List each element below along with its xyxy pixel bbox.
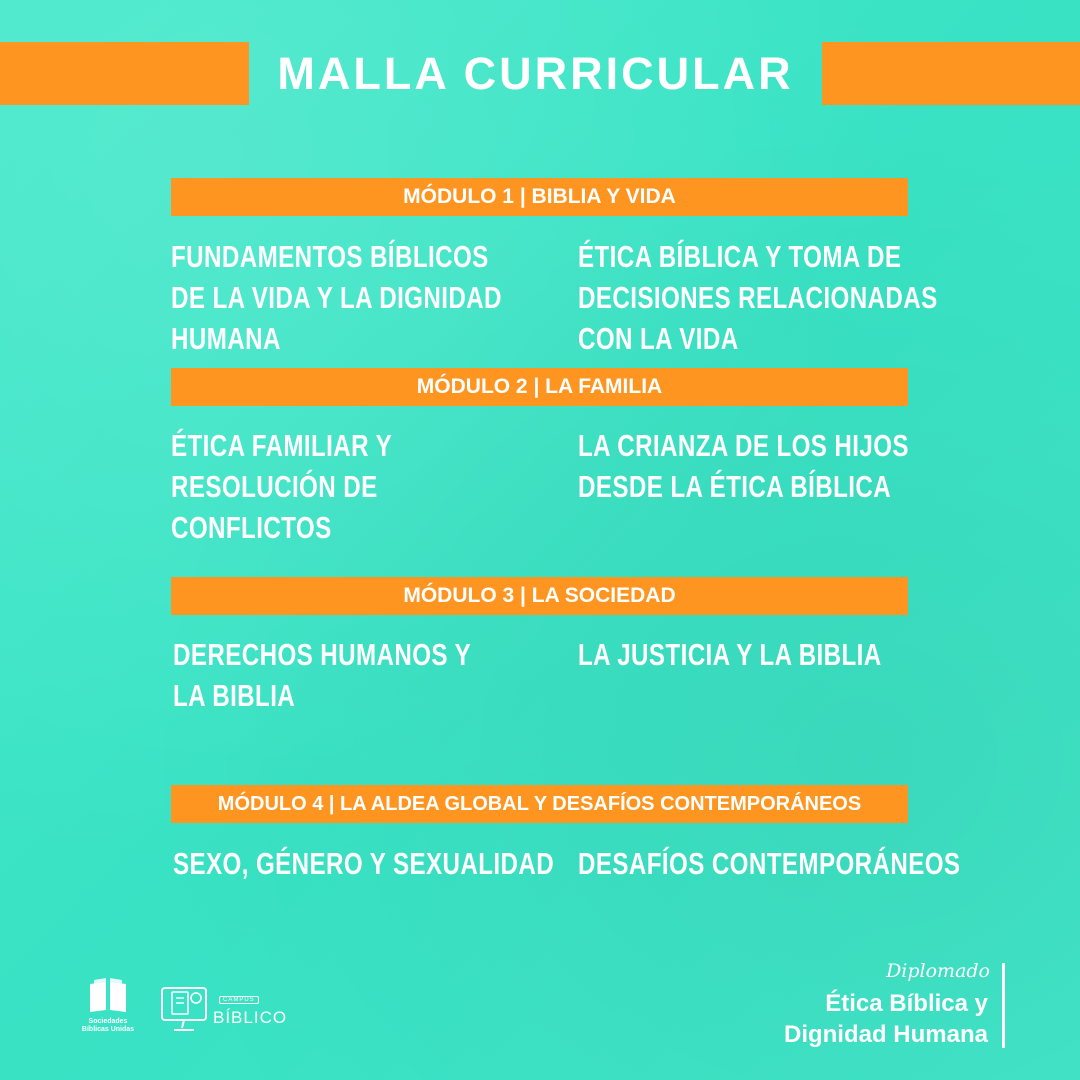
page-title: MALLA CURRICULAR: [277, 48, 794, 99]
module-1-header: MÓDULO 1 | BIBLIA Y VIDA: [171, 178, 908, 216]
module-2-header: MÓDULO 2 | LA FAMILIA: [171, 368, 908, 406]
module-4-header: MÓDULO 4 | LA ALDEA GLOBAL Y DESAFÍOS CONTEMPORÁNEOS: [171, 785, 908, 823]
module-4-course-1: SEXO, GÉNERO Y SEXUALIDAD: [173, 846, 555, 881]
module-2-course-2: LA CRIANZA DE LOS HIJOS DESDE LA ÉTICA BÍBLICA: [578, 428, 909, 504]
module-2-course-1: ÉTICA FAMILIAR Y RESOLUCIÓN DE CONFLICTOS: [171, 428, 393, 545]
campus-logo-small: CAMPUS: [219, 996, 259, 1004]
module-4-course-2: DESAFÍOS CONTEMPORÁNEOS: [578, 846, 961, 881]
program-title: Ética Bíblica y Dignidad Humana: [783, 990, 988, 1048]
header-bar-right: [822, 42, 1080, 105]
module-1-course-2: ÉTICA BÍBLICA Y TOMA DE DECISIONES RELACIONADAS CON LA VIDA: [578, 239, 938, 356]
header-bar-left: [0, 42, 249, 105]
module-3-course-2: LA JUSTICIA Y LA BIBLIA: [578, 637, 882, 672]
module-1-course-1: FUNDAMENTOS BÍBLICOS DE LA VIDA Y LA DIGNIDAD HUMANA: [171, 239, 502, 356]
program-divider: [1002, 963, 1005, 1048]
sbu-logo-label: Sociedades Bíblicas Unidas: [81, 1018, 135, 1033]
module-3-header: MÓDULO 3 | LA SOCIEDAD: [171, 577, 908, 615]
computer-book-icon: [160, 984, 210, 1036]
campus-logo-label: BÍBLICO: [213, 1008, 288, 1027]
open-book-icon: [86, 976, 130, 1016]
program-kicker: Diplomado: [886, 960, 990, 982]
module-3-course-1: DERECHOS HUMANOS Y LA BIBLIA: [173, 637, 472, 713]
